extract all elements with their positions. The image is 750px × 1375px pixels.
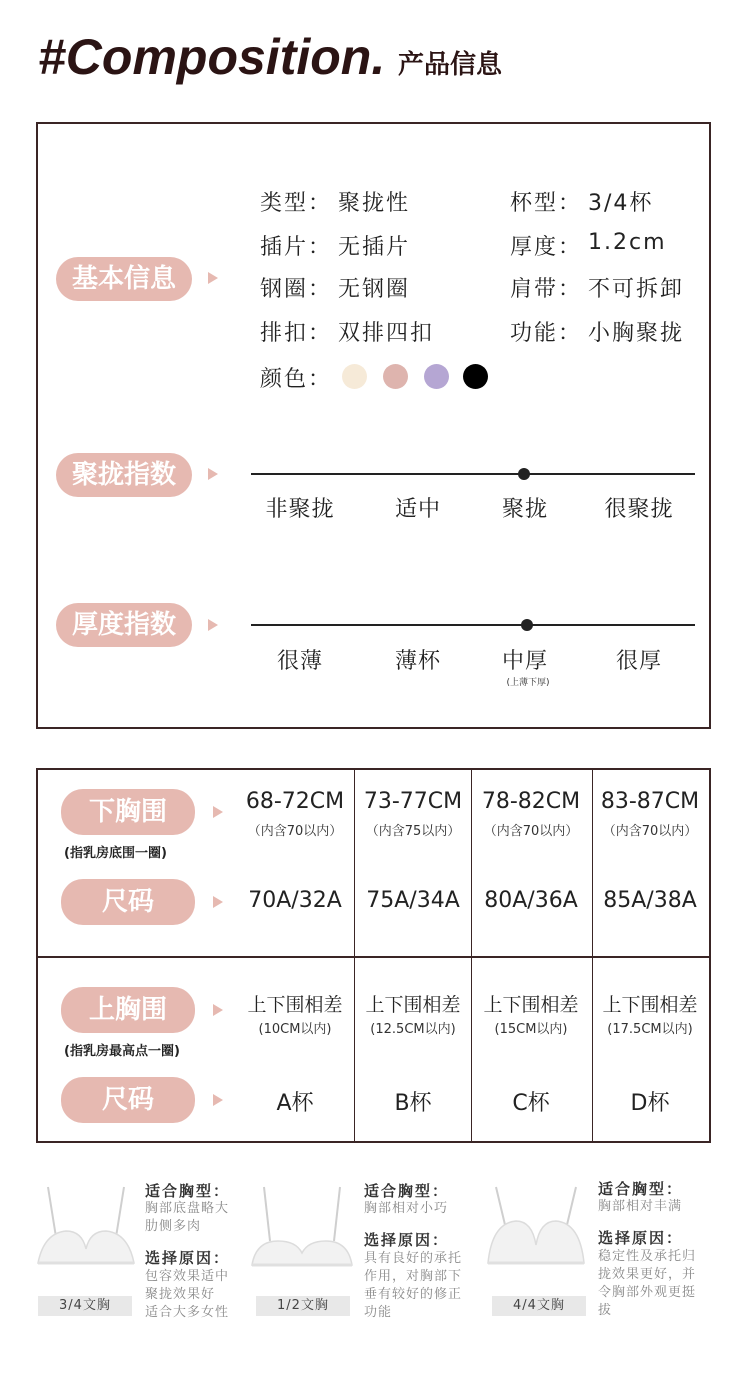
under-range-4: 83-87CM — [600, 789, 700, 814]
fit-2-title-1: 适合胸型： — [364, 1182, 450, 1200]
spec-function-key: 功能： — [510, 321, 583, 346]
thickness-scale-line — [251, 624, 695, 626]
under-range-3: 78-82CM — [481, 789, 581, 814]
thickness-scale-marker — [521, 619, 533, 631]
color-swatch-cream[interactable] — [342, 364, 367, 389]
push-index-label: 聚拢指数 — [56, 453, 192, 497]
under-bust-label: 下胸围 — [61, 789, 195, 835]
fit-1-text-1a: 胸部底盘略大 — [145, 1201, 230, 1216]
under-range-note-1: （内含70以内） — [247, 824, 343, 839]
spec-type-key: 类型： — [260, 191, 333, 216]
arrow-icon — [213, 806, 223, 818]
arrow-icon — [208, 468, 218, 480]
size-2: 75A/34A — [366, 888, 460, 913]
spec-cup-key: 杯型： — [510, 191, 583, 216]
page-title: #Composition. — [38, 29, 386, 85]
fit-2-title-2: 选择原因： — [364, 1231, 450, 1249]
push-scale-line — [251, 473, 695, 475]
color-swatch-lavender[interactable] — [424, 364, 449, 389]
fit-1-text-2a: 包容效果适中 — [145, 1269, 230, 1284]
table-divider — [36, 956, 711, 958]
color-swatch-black[interactable] — [463, 364, 488, 389]
thickness-level-1: 很薄 — [276, 649, 323, 674]
push-level-3: 聚拢 — [501, 497, 548, 522]
over-diff-4: 上下围相差 — [602, 994, 698, 1016]
size-3: 80A/36A — [484, 888, 578, 913]
push-scale-marker — [518, 468, 530, 480]
spec-wire-key: 钢圈： — [260, 277, 333, 302]
fit-tag-1: 3/4文胸 — [38, 1296, 132, 1316]
color-swatch-pink[interactable] — [383, 364, 408, 389]
under-range-2: 73-77CM — [363, 789, 463, 814]
spec-thickness-value: 1.2cm — [588, 230, 667, 255]
fit-2-text-2c: 垂有较好的修正 — [364, 1287, 463, 1302]
spec-cup-value: 3/4杯 — [588, 191, 654, 216]
spec-function-value: 小胸聚拢 — [588, 321, 685, 346]
under-range-note-4: （内含70以内） — [602, 824, 698, 839]
push-level-2: 适中 — [394, 497, 441, 522]
size-label-1: 尺码 — [61, 879, 195, 925]
fit-3-text-2a: 稳定性及承托归 — [598, 1249, 697, 1264]
under-range-1: 68-72CM — [245, 789, 345, 814]
over-diff-note-2: (12.5CM以内) — [370, 1022, 456, 1037]
push-level-1: 非聚拢 — [265, 497, 335, 522]
under-bust-note: (指乳房底围一圈) — [64, 846, 167, 861]
page-subtitle: 产品信息 — [398, 50, 503, 80]
under-range-note-3: （内含70以内） — [483, 824, 579, 839]
bra-4-4-illustration — [486, 1183, 586, 1273]
over-diff-note-1: (10CM以内) — [258, 1022, 332, 1037]
cup-3: C杯 — [512, 1091, 550, 1116]
thickness-level-3-note: (上薄下厚) — [506, 678, 550, 688]
spec-insert-key: 插片： — [260, 235, 333, 260]
thickness-level-2: 薄杯 — [394, 649, 441, 674]
fit-2-text-2a: 具有良好的承托 — [364, 1251, 463, 1266]
over-diff-note-3: (15CM以内) — [494, 1022, 568, 1037]
fit-3-text-2b: 拢效果更好，并 — [598, 1267, 697, 1282]
spec-hook-key: 排扣： — [260, 321, 333, 346]
arrow-icon — [213, 1004, 223, 1016]
spec-strap-value: 不可拆卸 — [588, 277, 685, 302]
arrow-icon — [213, 896, 223, 908]
fit-3-title-2: 选择原因： — [598, 1229, 684, 1247]
spec-insert-value: 无插片 — [338, 235, 411, 260]
fit-1-text-2c: 适合大多女性 — [145, 1305, 230, 1320]
fit-2-text-1a: 胸部相对小巧 — [364, 1201, 449, 1216]
thickness-level-3: 中厚 — [501, 649, 548, 674]
thickness-index-label: 厚度指数 — [56, 603, 192, 647]
over-diff-note-4: (17.5CM以内) — [607, 1022, 693, 1037]
fit-3-title-1: 适合胸型： — [598, 1180, 684, 1198]
bra-1-2-illustration — [250, 1183, 354, 1273]
under-range-note-2: （内含75以内） — [365, 824, 461, 839]
push-level-4: 很聚拢 — [604, 497, 674, 522]
spec-color-key: 颜色： — [260, 367, 333, 392]
over-diff-2: 上下围相差 — [365, 994, 461, 1016]
basic-info-label: 基本信息 — [56, 257, 192, 301]
spec-wire-value: 无钢圈 — [338, 277, 411, 302]
size-label-2: 尺码 — [61, 1077, 195, 1123]
size-1: 70A/32A — [248, 888, 342, 913]
cup-4: D杯 — [630, 1091, 670, 1116]
fit-3-text-2c: 令胸部外观更挺 — [598, 1285, 697, 1300]
spec-type-value: 聚拢性 — [338, 191, 411, 216]
fit-1-text-1b: 肋侧多肉 — [145, 1219, 202, 1234]
cup-2: B杯 — [394, 1091, 432, 1116]
spec-strap-key: 肩带： — [510, 277, 583, 302]
size-4: 85A/38A — [603, 888, 697, 913]
spec-thickness-key: 厚度： — [510, 235, 583, 260]
over-diff-1: 上下围相差 — [247, 994, 343, 1016]
over-bust-label: 上胸围 — [61, 987, 195, 1033]
cup-1: A杯 — [276, 1091, 314, 1116]
over-diff-3: 上下围相差 — [483, 994, 579, 1016]
fit-3-text-1a: 胸部相对丰满 — [598, 1199, 683, 1214]
arrow-icon — [213, 1094, 223, 1106]
arrow-icon — [208, 619, 218, 631]
fit-3-text-2d: 拔 — [598, 1303, 613, 1318]
fit-2-text-2b: 作用，对胸部下 — [364, 1269, 463, 1284]
fit-1-title-1: 适合胸型： — [145, 1182, 231, 1200]
fit-tag-2: 1/2文胸 — [256, 1296, 350, 1316]
fit-1-text-2b: 聚拢效果好 — [145, 1287, 216, 1302]
bra-3-4-illustration — [36, 1183, 136, 1273]
arrow-icon — [208, 272, 218, 284]
over-bust-note: (指乳房最高点一圈) — [64, 1044, 180, 1059]
thickness-level-4: 很厚 — [615, 649, 662, 674]
fit-tag-3: 4/4文胸 — [492, 1296, 586, 1316]
spec-hook-value: 双排四扣 — [338, 321, 435, 346]
fit-1-title-2: 选择原因： — [145, 1249, 231, 1267]
fit-2-text-2d: 功能 — [364, 1305, 393, 1320]
